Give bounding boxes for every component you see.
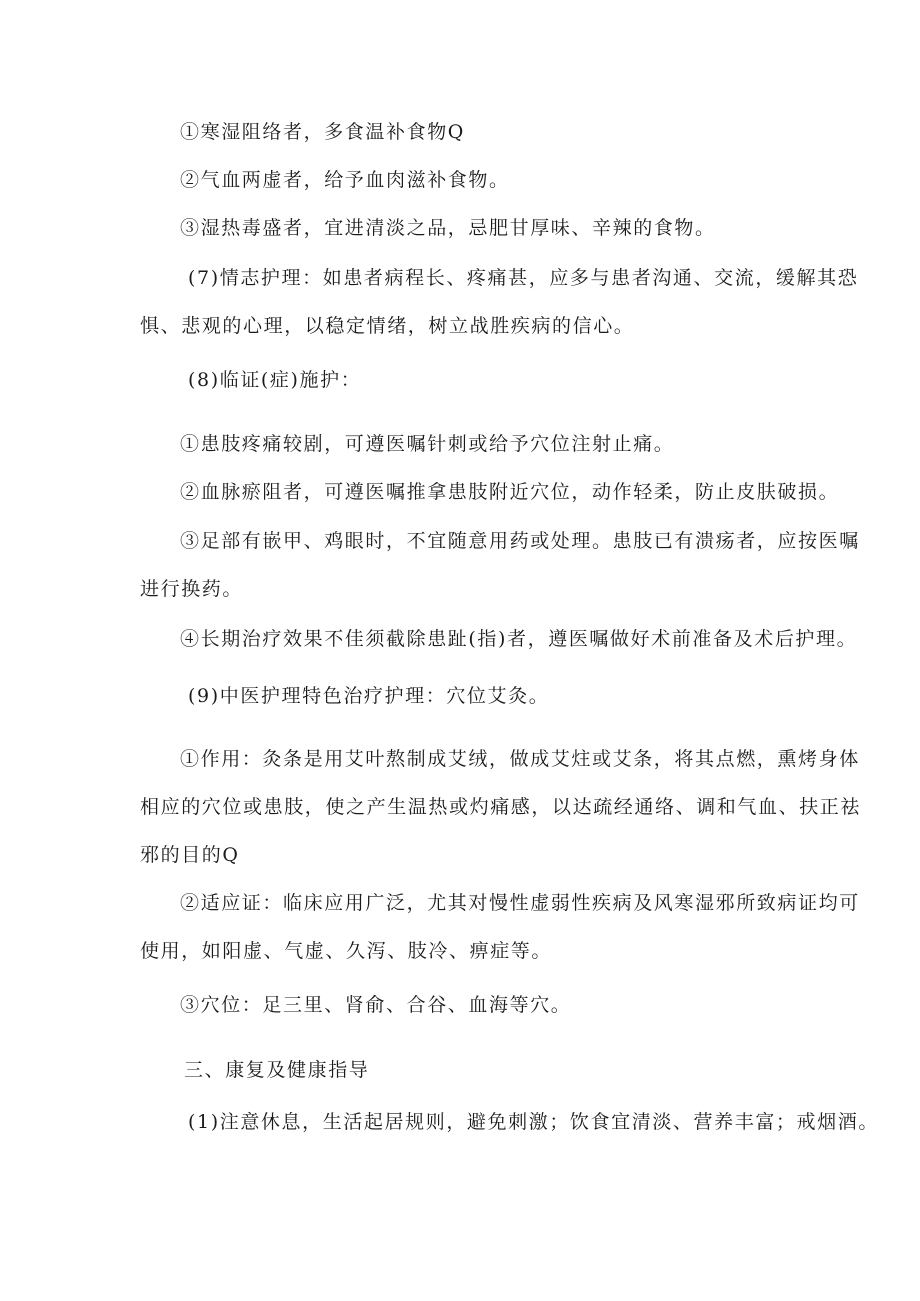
text-line: ③湿热毒盛者，宜进清淡之品，忌肥甘厚味、辛辣的食物。 (180, 217, 716, 239)
text-line: ①作用：灸条是用艾叶熬制成艾绒，做成艾炷或艾条，将其点燃，熏烤身体 (180, 748, 860, 770)
text-line: ②适应证：临床应用广泛，尤其对慢性虚弱性疾病及风寒湿邪所致病证均可 (180, 892, 860, 914)
text-line: 邪的目的Q (140, 844, 240, 866)
text-line: ②气血两虚者，给予血肉滋补食物。 (180, 169, 510, 191)
text-line: ②血脉瘀阻者，可遵医嘱推拿患肢附近穴位，动作轻柔，防止皮肤破损。 (180, 481, 840, 503)
text-line: ④长期治疗效果不佳须截除患趾(指)者，遵医嘱做好术前准备及术后护理。 (180, 628, 858, 650)
text-line: ①患肢疼痛较剧，可遵医嘱针刺或给予穴位注射止痛。 (180, 433, 675, 455)
section-heading: 三、康复及健康指导 (184, 1059, 370, 1081)
text-line: (1)注意休息，生活起居规则，避免刺激；饮食宜清淡、营养丰富；戒烟酒。 (188, 1111, 879, 1133)
text-line: ①寒湿阻络者，多食温补食物Q (180, 121, 465, 143)
section-heading: (9)中医护理特色治疗护理：穴位艾灸。 (188, 685, 550, 707)
section-heading: (8)临证(症)施护： (188, 369, 362, 391)
text-line: 相应的穴位或患肢，使之产生温热或灼痛感，以达疏经通络、调和气血、扶正祛 (140, 796, 862, 818)
text-line: 惧、悲观的心理，以稳定情绪，树立战胜疾病的信心。 (140, 315, 635, 337)
text-line: ③穴位：足三里、肾俞、合谷、血海等穴。 (180, 994, 572, 1016)
text-line: ③足部有嵌甲、鸡眼时，不宜随意用药或处理。患肢已有溃疡者，应按医嘱 (180, 530, 860, 552)
text-line: 使用，如阳虚、气虚、久泻、肢冷、痹症等。 (140, 940, 553, 962)
text-line: (7)情志护理：如患者病程长、疼痛甚，应多与患者沟通、交流，缓解其恐 (188, 267, 859, 289)
text-line: 进行换药。 (140, 578, 244, 600)
